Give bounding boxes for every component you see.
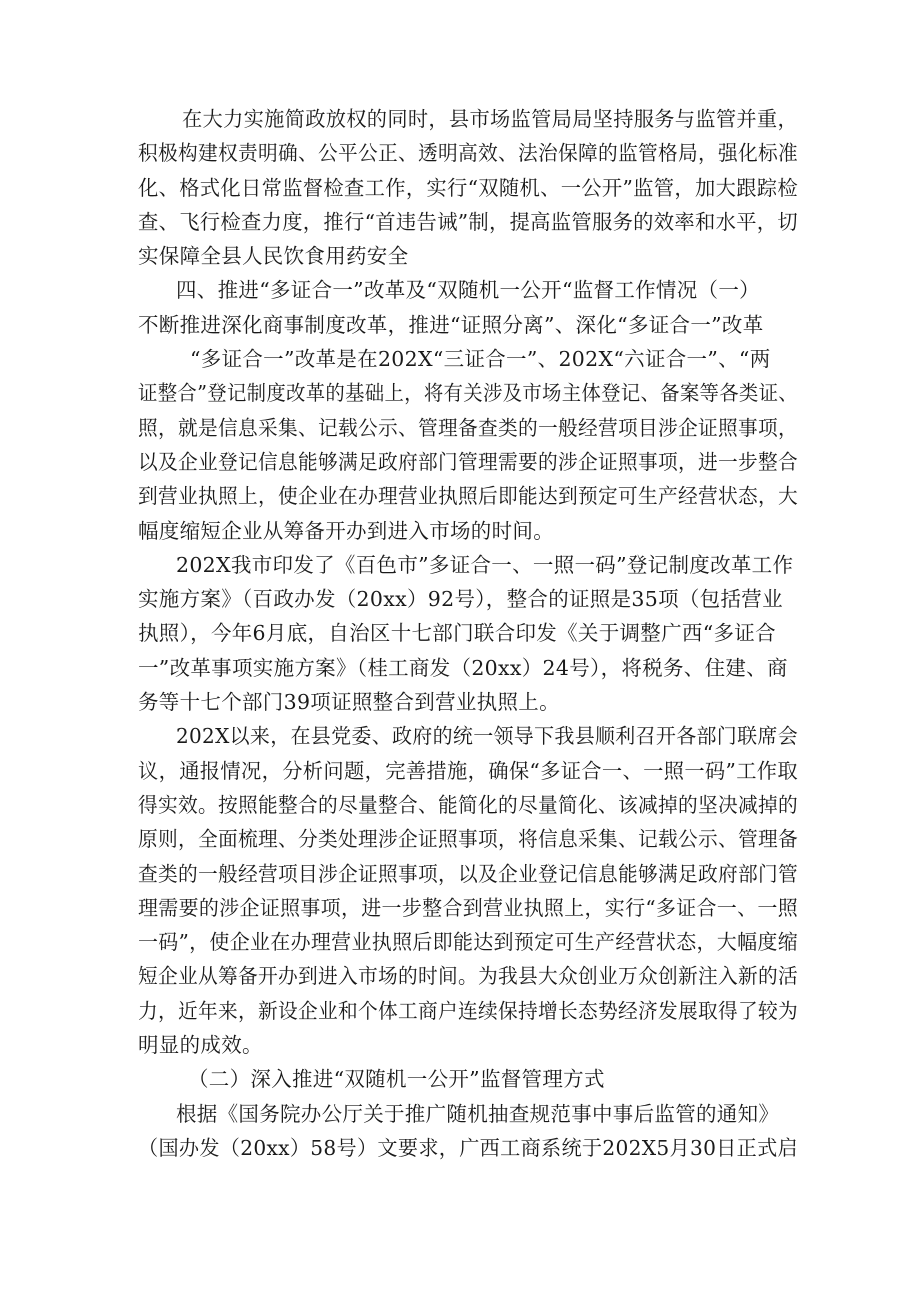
text-line: 查类的一般经营项目涉企证照事项，以及企业登记信息能够满足政府部门管 <box>138 861 798 886</box>
text-line: 证整合”登记制度改革的基础上，将有关涉及市场主体登记、备案等各类证、 <box>138 381 798 406</box>
text-line: 短企业从筹备开办到进入市场的时间。为我县大众创业万众创新注入新的活 <box>138 964 798 989</box>
text-line: 务等十七个部门39项证照整合到营业执照上。 <box>138 690 560 715</box>
text-line: 实保障全县人民饮食用药安全 <box>138 244 409 269</box>
text-line: 原则，全面梳理、分类处理涉企证照事项，将信息采集、记载公示、管理备 <box>138 827 798 852</box>
text-line: 议，通报情况，分析问题，完善措施，确保“多证合一、一照一码”工作取 <box>138 758 798 783</box>
text-line: 202X以来，在县党委、政府的统一领导下我县顺利召开各部门联席会 <box>176 724 798 749</box>
text-line: 实施方案》（百政办发（20xx）92号），整合的证照是35项（包括营业 <box>138 587 783 612</box>
text-line: 一”改革事项实施方案》（桂工商发（20xx）24号），将税务、住建、商 <box>138 655 788 680</box>
text-line: 一码”，使企业在办理营业执照后即能达到预定可生产经营状态，大幅度缩 <box>138 930 798 955</box>
text-line: 不断推进深化商事制度改革，推进“证照分离”、深化“多证合一”改革 <box>138 312 764 337</box>
text-line: 在大力实施简政放权的同时，县市场监管局局坚持服务与监管并重， <box>182 107 798 131</box>
text-line: 明显的成效。 <box>138 1033 263 1058</box>
text-line: 得实效。按照能整合的尽量整合、能简化的尽量简化、该减掉的坚决减掉的 <box>138 792 798 817</box>
text-line: （国办发（20xx）58号）文要求，广西工商系统于202X5月30日正式启 <box>138 1135 798 1160</box>
text-line: 力，近年来，新设企业和个体工商户连续保持增长态势经济发展取得了较为 <box>138 998 798 1023</box>
document-body <box>138 102 798 1165</box>
text-line: （二）深入推进“双随机一公开”监督管理方式 <box>188 1067 605 1092</box>
text-line: 幅度缩短企业从筹备开办到进入市场的时间。 <box>138 518 554 543</box>
text-line: 查、飞行检查力度，推行“首违告诫”制，提高监管服务的效率和水平，切 <box>138 209 798 234</box>
text-line: 理需要的涉企证照事项，进一步整合到营业执照上，实行“多证合一、一照 <box>138 895 798 920</box>
text-line: 以及企业登记信息能够满足政府部门管理需要的涉企证照事项，进一步整合 <box>138 449 798 474</box>
text-line: 积极构建权责明确、公平公正、透明高效、法治保障的监管格局，强化标准 <box>138 141 798 166</box>
text-line: 照，就是信息采集、记载公示、管理备查类的一般经营项目涉企证照事项， <box>138 415 798 440</box>
text-line: 化、格式化日常监督检查工作，实行“双随机、一公开”监管，加大跟踪检 <box>138 175 798 200</box>
text-line: 到营业执照上，使企业在办理营业执照后即能达到预定可生产经营状态，大 <box>138 484 798 509</box>
text-line: 根据《国务院办公厅关于推广随机抽查规范事中事后监管的通知》 <box>176 1101 780 1126</box>
text-line: 202X我市印发了《百色市”多证合一、一照一码”登记制度改革工作 <box>176 552 794 577</box>
text-line: 执照），今年6月底，自治区十七部门联合印发《关于调整广西“多证合 <box>138 621 776 646</box>
text-line: “多证合一”改革是在202X“三证合一”、202X“六证合一”、“两 <box>190 347 771 372</box>
text-line: 四、推进“多证合一”改革及“双随机一公开“监督工作情况（一） <box>176 278 760 303</box>
